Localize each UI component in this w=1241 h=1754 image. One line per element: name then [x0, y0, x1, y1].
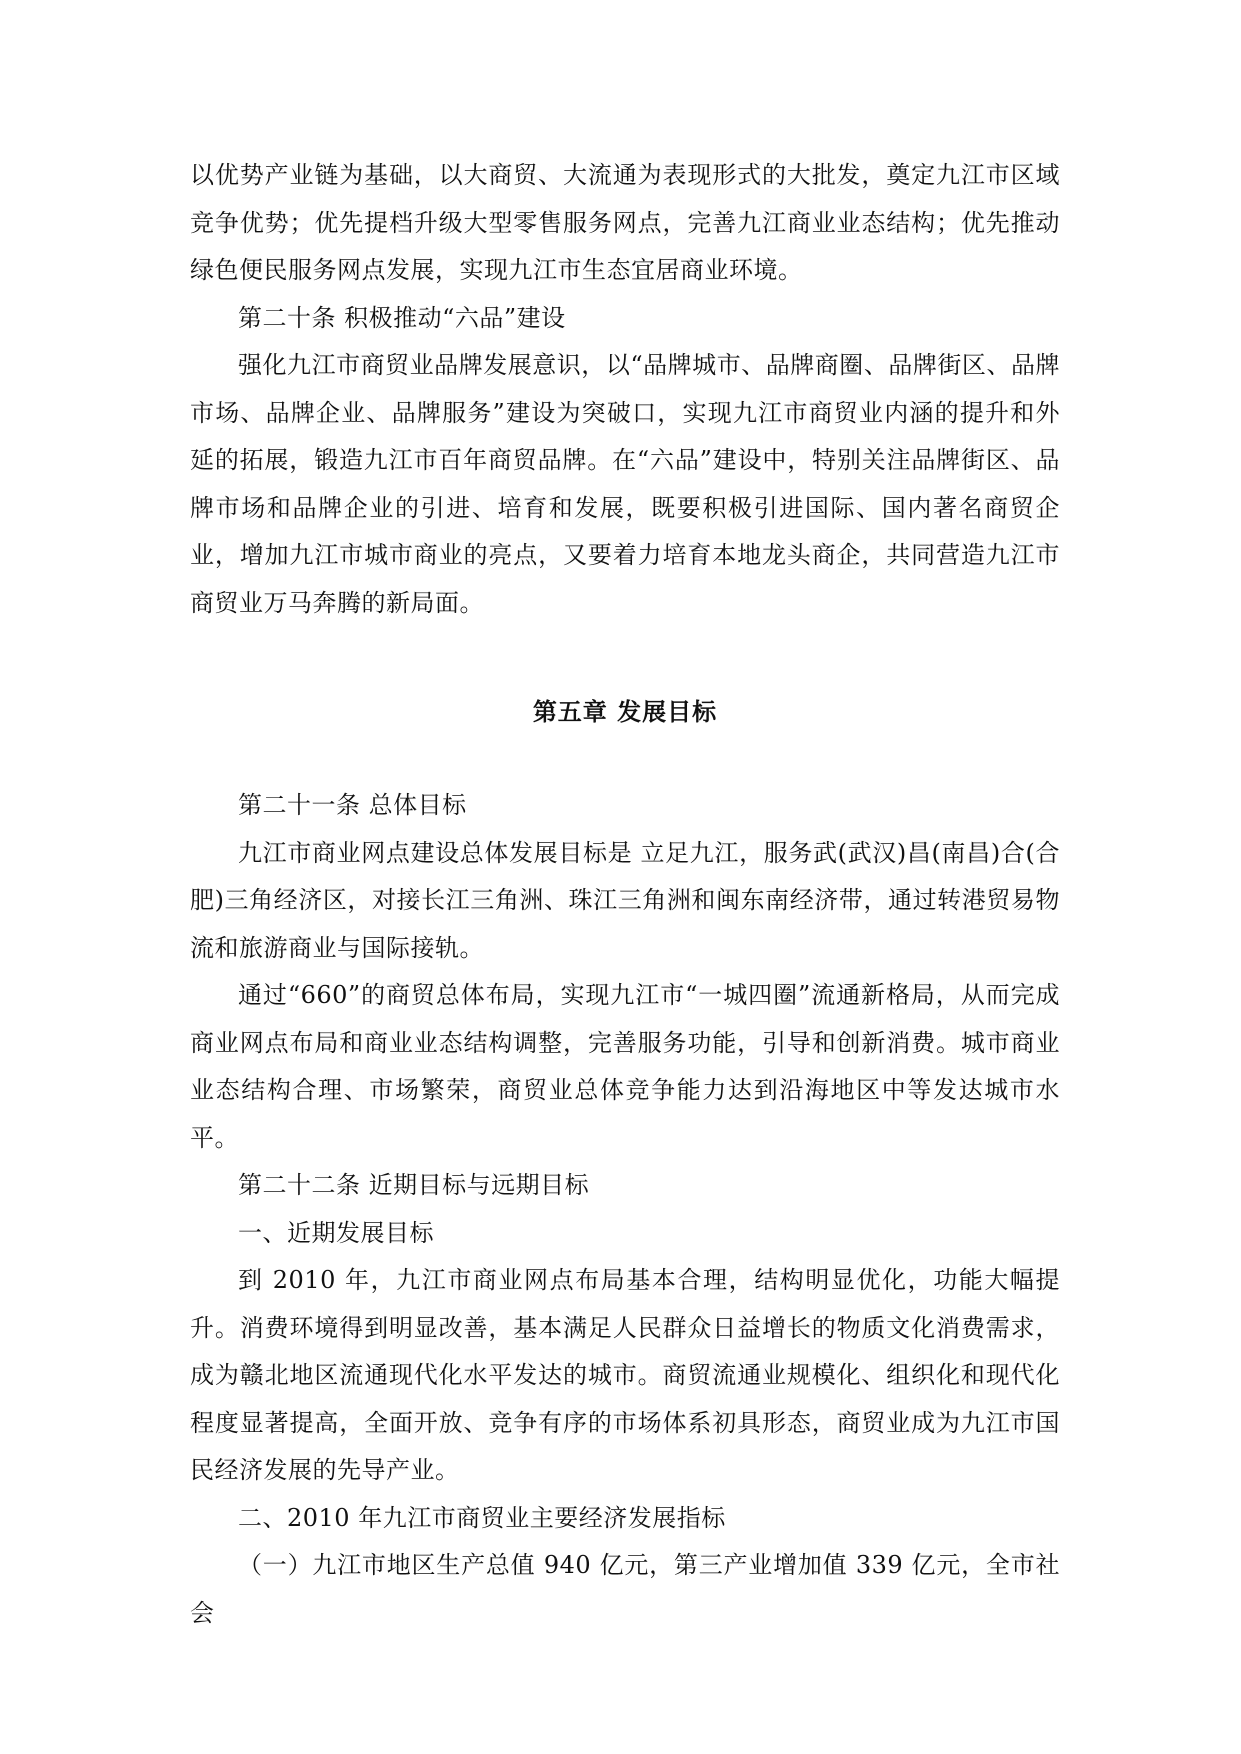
subsection-heading: 一、近期发展目标	[238, 1218, 434, 1247]
paragraph: 以优势产业链为基础，以大商贸、大流通为表现形式的大批发，奠定九江市区域竞争优势；优先提档升级大型零售服务网点，完善九江商业业态结构；优先推动绿色便民服务网点发展，实现九江市生态宜居商业环境。	[190, 161, 1060, 284]
chapter-heading-wrap	[190, 692, 1060, 727]
article-heading: 第二十二条 近期目标与远期目标	[238, 1171, 590, 1199]
paragraph: 九江市商业网点建设总体发展目标是 立足九江，服务武(武汉)昌(南昌)合(合肥)三角经济区，对接长江三角洲、珠江三角洲和闽东南经济带，通过转港贸易物流和旅游商业与国际接轨。	[190, 838, 1060, 962]
section-bottom	[190, 782, 1060, 1637]
chapter-title: 第五章 发展目标	[532, 697, 718, 726]
section-top	[190, 152, 1060, 627]
article-heading: 第二十条 积极推动“六品”建设	[238, 303, 566, 332]
paragraph: 强化九江市商贸业品牌发展意识，以“品牌城市、品牌商圈、品牌街区、品牌市场、品牌企业、品牌服务”建设为突破口，实现九江市商贸业内涵的提升和外延的拓展，锻造九江市百年商贸品牌。在“六品”建设中，特别关注品牌街区、品牌市场和品牌企业的引进、培育和发展，既要积极引进国际、国内著名商贸企业，增加九江市城市商业的亮点，又要着力培育本地龙头商企，共同营造九江市商贸业万马奔腾的新局面。	[190, 351, 1060, 617]
article-heading: 第二十一条 总体目标	[238, 791, 467, 819]
subsection-heading: 二、2010 年九江市商贸业主要经济发展指标	[238, 1503, 726, 1532]
paragraph: 到 2010 年，九江市商业网点布局基本合理，结构明显优化，功能大幅提升。消费环境得到明显改善，基本满足人民群众日益增长的物质文化消费需求，成为赣北地区流通现代化水平发达的城市。商贸流通业规模化、组织化和现代化程度显著提高，全面开放、竞争有序的市场体系初具形态，商贸业成为九江市国民经济发展的先导产业。	[190, 1266, 1060, 1484]
paragraph: 通过“660”的商贸总体布局，实现九江市“一城四圈”流通新格局，从而完成商业网点布局和商业业态结构调整，完善服务功能，引导和创新消费。城市商业业态结构合理、市场繁荣，商贸业总体竞争能力达到沿海地区中等发达城市水平。	[190, 981, 1060, 1152]
paragraph: （一）九江市地区生产总值 940 亿元，第三产业增加值 339 亿元，全市社会	[190, 1551, 1060, 1627]
